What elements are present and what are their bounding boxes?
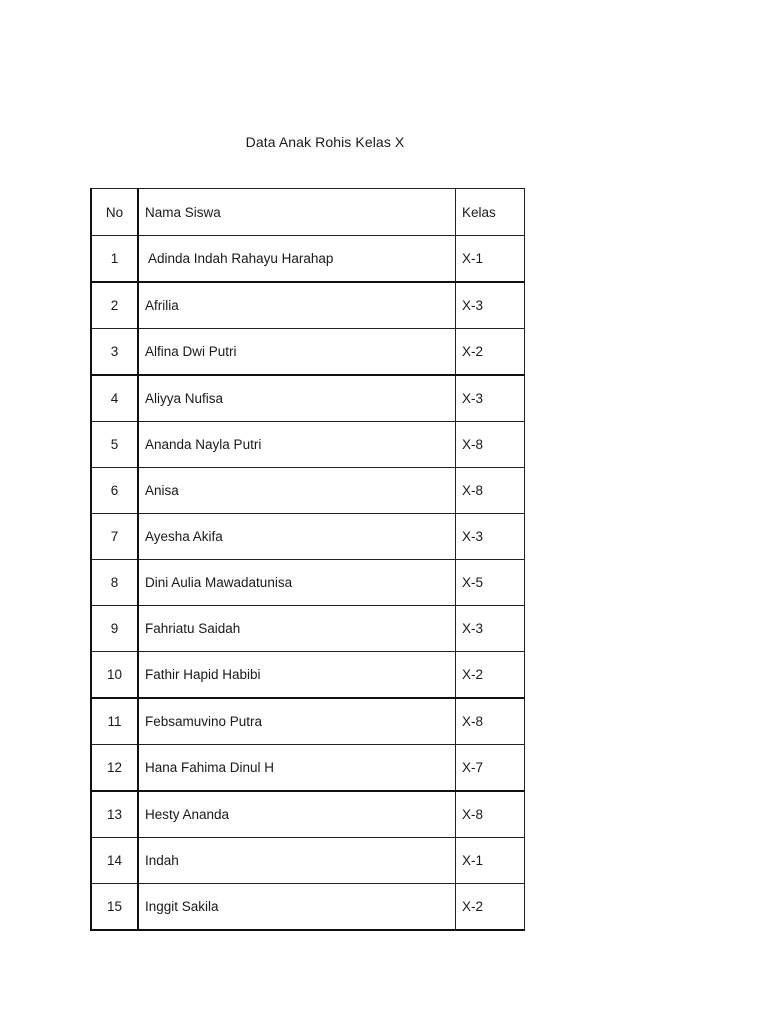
row-no: 12 [91, 745, 138, 792]
row-name: Ayesha Akifa [138, 514, 456, 560]
row-name: Indah [138, 838, 456, 884]
row-no: 6 [91, 468, 138, 514]
row-name: Fathir Hapid Habibi [138, 652, 456, 699]
table-row [91, 422, 525, 468]
row-no: 13 [91, 791, 138, 838]
row-name: Adinda Indah Rahayu Harahap [138, 236, 456, 283]
row-kelas: X-3 [456, 514, 525, 560]
row-name: Ananda Nayla Putri [138, 422, 456, 468]
table-row [91, 745, 525, 792]
row-no: 10 [91, 652, 138, 699]
row-no: 1 [91, 236, 138, 283]
row-no: 5 [91, 422, 138, 468]
row-no: 11 [91, 698, 138, 745]
table-header-row [91, 189, 525, 236]
row-no: 9 [91, 606, 138, 652]
table-row [91, 329, 525, 376]
row-name: Febsamuvino Putra [138, 698, 456, 745]
header-kelas: Kelas [456, 189, 525, 236]
table-row [91, 236, 525, 283]
table-row [91, 884, 525, 931]
row-no: 2 [91, 282, 138, 329]
student-table [90, 188, 525, 931]
table-row [91, 560, 525, 606]
row-name: Alfina Dwi Putri [138, 329, 456, 376]
table-row [91, 282, 525, 329]
header-name: Nama Siswa [138, 189, 456, 236]
row-name: Anisa [138, 468, 456, 514]
row-kelas: X-8 [456, 791, 525, 838]
row-kelas: X-7 [456, 745, 525, 792]
row-kelas: X-1 [456, 236, 525, 283]
row-name: Fahriatu Saidah [138, 606, 456, 652]
row-kelas: X-8 [456, 422, 525, 468]
row-kelas: X-5 [456, 560, 525, 606]
table-row [91, 514, 525, 560]
table-row [91, 698, 525, 745]
table-row [91, 468, 525, 514]
row-kelas: X-1 [456, 838, 525, 884]
row-no: 8 [91, 560, 138, 606]
row-kelas: X-3 [456, 606, 525, 652]
row-no: 15 [91, 884, 138, 931]
row-no: 3 [91, 329, 138, 376]
header-no: No [91, 189, 138, 236]
table-row [91, 375, 525, 422]
row-kelas: X-8 [456, 698, 525, 745]
row-name: Hana Fahima Dinul H [138, 745, 456, 792]
table-row [91, 652, 525, 699]
row-no: 7 [91, 514, 138, 560]
row-name: Aliyya Nufisa [138, 375, 456, 422]
row-kelas: X-2 [456, 652, 525, 699]
row-name: Dini Aulia Mawadatunisa [138, 560, 456, 606]
table-row [91, 606, 525, 652]
row-name: Hesty Ananda [138, 791, 456, 838]
page-title: Data Anak Rohis Kelas X [245, 134, 405, 150]
row-kelas: X-3 [456, 282, 525, 329]
table-row [91, 838, 525, 884]
row-kelas: X-2 [456, 329, 525, 376]
row-kelas: X-2 [456, 884, 525, 931]
row-name: Inggit Sakila [138, 884, 456, 931]
row-name: Afrilia [138, 282, 456, 329]
row-no: 14 [91, 838, 138, 884]
row-kelas: X-3 [456, 375, 525, 422]
row-kelas: X-8 [456, 468, 525, 514]
row-no: 4 [91, 375, 138, 422]
table-row [91, 791, 525, 838]
